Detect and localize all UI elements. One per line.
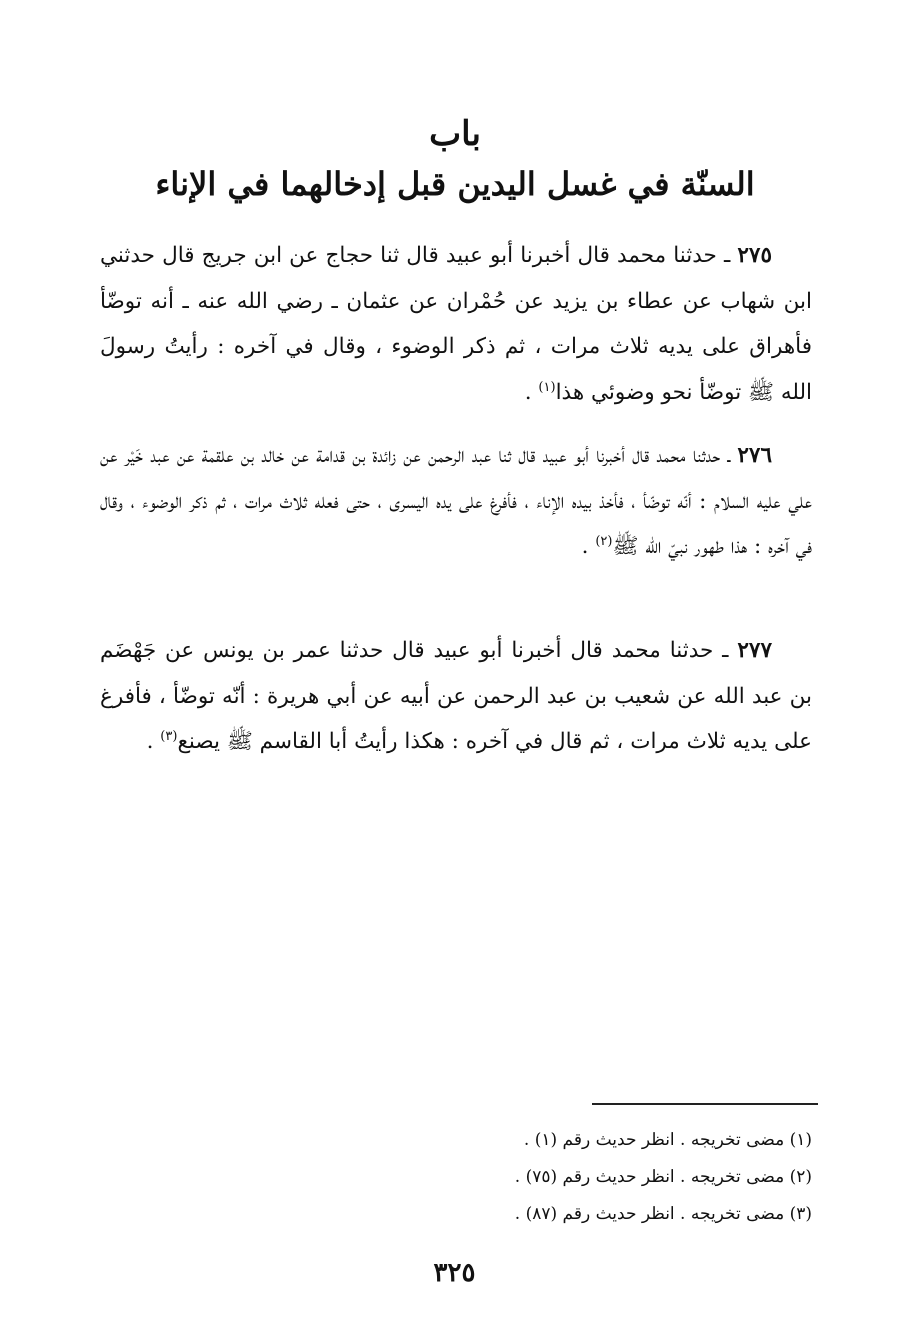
- footnote-2: (٢) مضى تخريجه . انظر حديث رقم (٧٥) .: [514, 1167, 812, 1187]
- footnote-3: (٣) مضى تخريجه . انظر حديث رقم (٨٧) .: [514, 1204, 812, 1224]
- footnote-reference: (١): [538, 379, 556, 395]
- footnote-divider: [592, 1103, 818, 1105]
- page-number: ٣٢٥: [433, 1258, 476, 1288]
- hadith-number: ٢٧٦: [737, 443, 772, 468]
- chapter-label: باب: [429, 114, 481, 154]
- hadith-ending: .: [524, 379, 539, 405]
- hadith-number: ٢٧٥: [737, 243, 772, 268]
- chapter-title: السنّة في غسل اليدين قبل إدخالهما في الإناء: [155, 165, 755, 203]
- hadith-text: ـ حدثنا محمد قال أخبرنا أبو عبيد قال حدثنا عمر بن يونس عن جَهْضَم بن عبد الله عن شعيب بن عبد الرحمن عن أبيه عن أبي هريرة : أنّه توضّأ ، فأفرغ على يديه ثلاث مرات ، ثم قال في آخره : هكذا رأيتُ أبا القاسم ﷺ يصنع: [100, 638, 812, 754]
- footnote-1: (١) مضى تخريجه . انظر حديث رقم (١) .: [523, 1130, 812, 1150]
- hadith-text: ـ حدثنا محمد قال أخبرنا أبو عبيد قال ثنا حجاج عن ابن جريج قال حدثني ابن شهاب عن عطاء بن يزيد عن حُمْران عن عثمان ـ رضي الله عنه ـ أنه توضّأ فأهراق على يديه ثلاث مرات ، ثم ذكر الوضوء ، وقال في آخره : رأيتُ رسولَ الله ﷺ توضّأ نحو وضوئي هذا: [100, 243, 812, 405]
- footnote-reference: (٢): [595, 533, 613, 549]
- footnote-reference: (٣): [160, 728, 178, 744]
- hadith-275: [100, 233, 812, 415]
- hadith-277: [100, 628, 812, 765]
- hadith-276: [100, 433, 812, 570]
- hadith-text: ـ حدثنا محمد قال أخبرنا أبو عبيد قال ثنا عبد الرحمن عن زائدة بن قدامة عن خالد بن علقمة عن عبد خَيْر عن علي عليه السلام : أنّه توضّأ ، فأخذ بيده الإناء ، فأفرغ على يده اليسرى ، حتى فعله ثلاث مرات ، ثم ذكر الوضوء ، وقال في آخره : هذا طهور نبيّ الله ﷺ: [100, 443, 812, 559]
- hadith-ending: .: [146, 729, 161, 754]
- hadith-number: ٢٧٧: [737, 638, 772, 663]
- hadith-ending: .: [581, 534, 596, 559]
- footnotes: [380, 1122, 812, 1233]
